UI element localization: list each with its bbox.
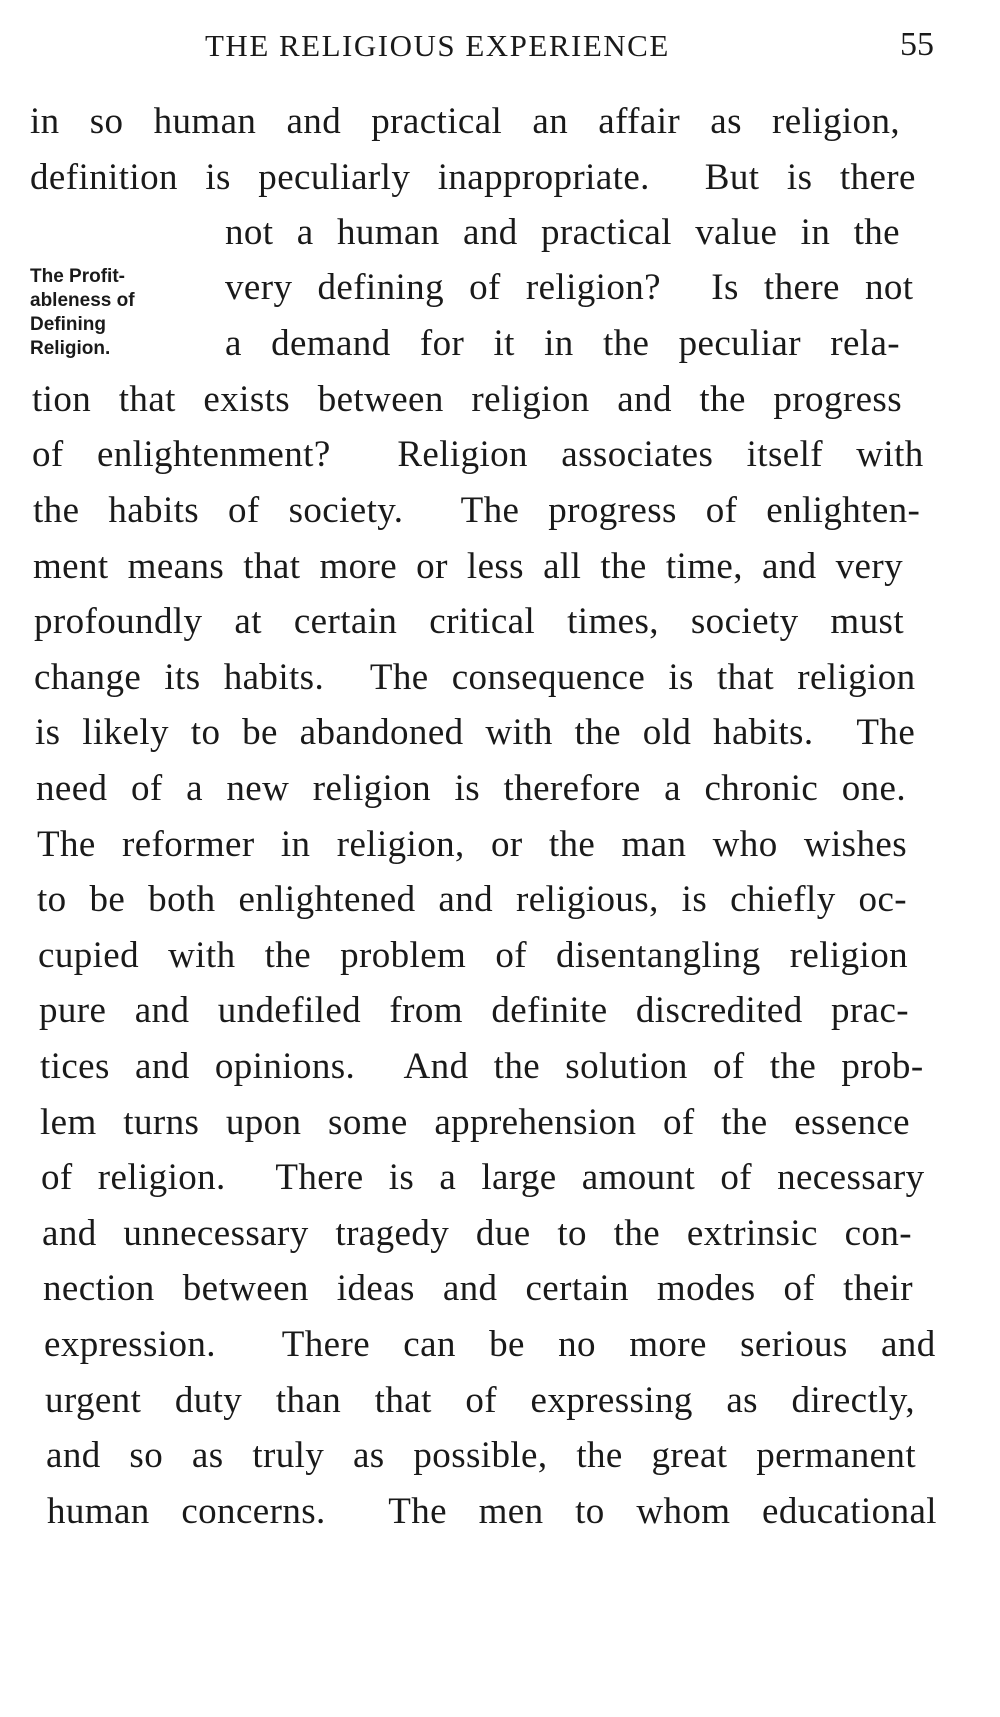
margin-note-line: Defining bbox=[30, 314, 106, 335]
text-line: expression. There can be no more serious and bbox=[44, 1324, 936, 1365]
text-line: definition is peculiarly inappropriate. But is there bbox=[30, 157, 916, 198]
text-line: cupied with the problem of disentangling religion bbox=[38, 935, 908, 976]
margin-note bbox=[30, 265, 180, 361]
text-line: tices and opinions. And the solution of the prob- bbox=[40, 1046, 924, 1087]
text-line: not a human and practical value in the bbox=[225, 212, 900, 253]
text-line: pure and undefiled from definite discredited prac- bbox=[39, 990, 909, 1031]
text-line: ment means that more or less all the time, and very bbox=[33, 546, 903, 587]
text-line: tion that exists between religion and the progress bbox=[32, 379, 902, 420]
text-line: very defining of religion? Is there not bbox=[225, 267, 914, 308]
text-line: the habits of society. The progress of enlighten- bbox=[33, 490, 921, 531]
text-line: and so as truly as possible, the great permanent bbox=[46, 1435, 916, 1476]
margin-note-line: The Profit- bbox=[30, 266, 125, 287]
page-number: 55 bbox=[900, 26, 934, 63]
running-head bbox=[0, 22, 1000, 72]
text-line: urgent duty than that of expressing as directly, bbox=[45, 1380, 915, 1421]
text-line: and unnecessary tragedy due to the extrinsic con- bbox=[42, 1213, 912, 1254]
text-line: change its habits. The consequence is that religion bbox=[34, 657, 916, 698]
running-head-title: THE RELIGIOUS EXPERIENCE bbox=[205, 28, 670, 63]
margin-note-line: ableness of bbox=[30, 290, 135, 311]
text-line: a demand for it in the peculiar rela- bbox=[225, 323, 900, 364]
text-line: human concerns. The men to whom educational bbox=[47, 1491, 937, 1532]
margin-note-line: Religion. bbox=[30, 338, 111, 359]
text-line: The reformer in religion, or the man who wishes bbox=[37, 824, 907, 865]
text-line: of religion. There is a large amount of necessary bbox=[41, 1157, 925, 1198]
text-line: to be both enlightened and religious, is chiefly oc- bbox=[37, 879, 907, 920]
text-line: profoundly at certain critical times, society must bbox=[34, 601, 904, 642]
text-line: of enlightenment? Religion associates itself with bbox=[32, 434, 924, 475]
text-line: need of a new religion is therefore a chronic one. bbox=[36, 768, 906, 809]
text-line: lem turns upon some apprehension of the essence bbox=[40, 1102, 910, 1143]
text-line: in so human and practical an affair as religion, bbox=[30, 101, 900, 142]
text-line: nection between ideas and certain modes of their bbox=[43, 1268, 913, 1309]
text-line: is likely to be abandoned with the old habits. The bbox=[35, 712, 916, 753]
